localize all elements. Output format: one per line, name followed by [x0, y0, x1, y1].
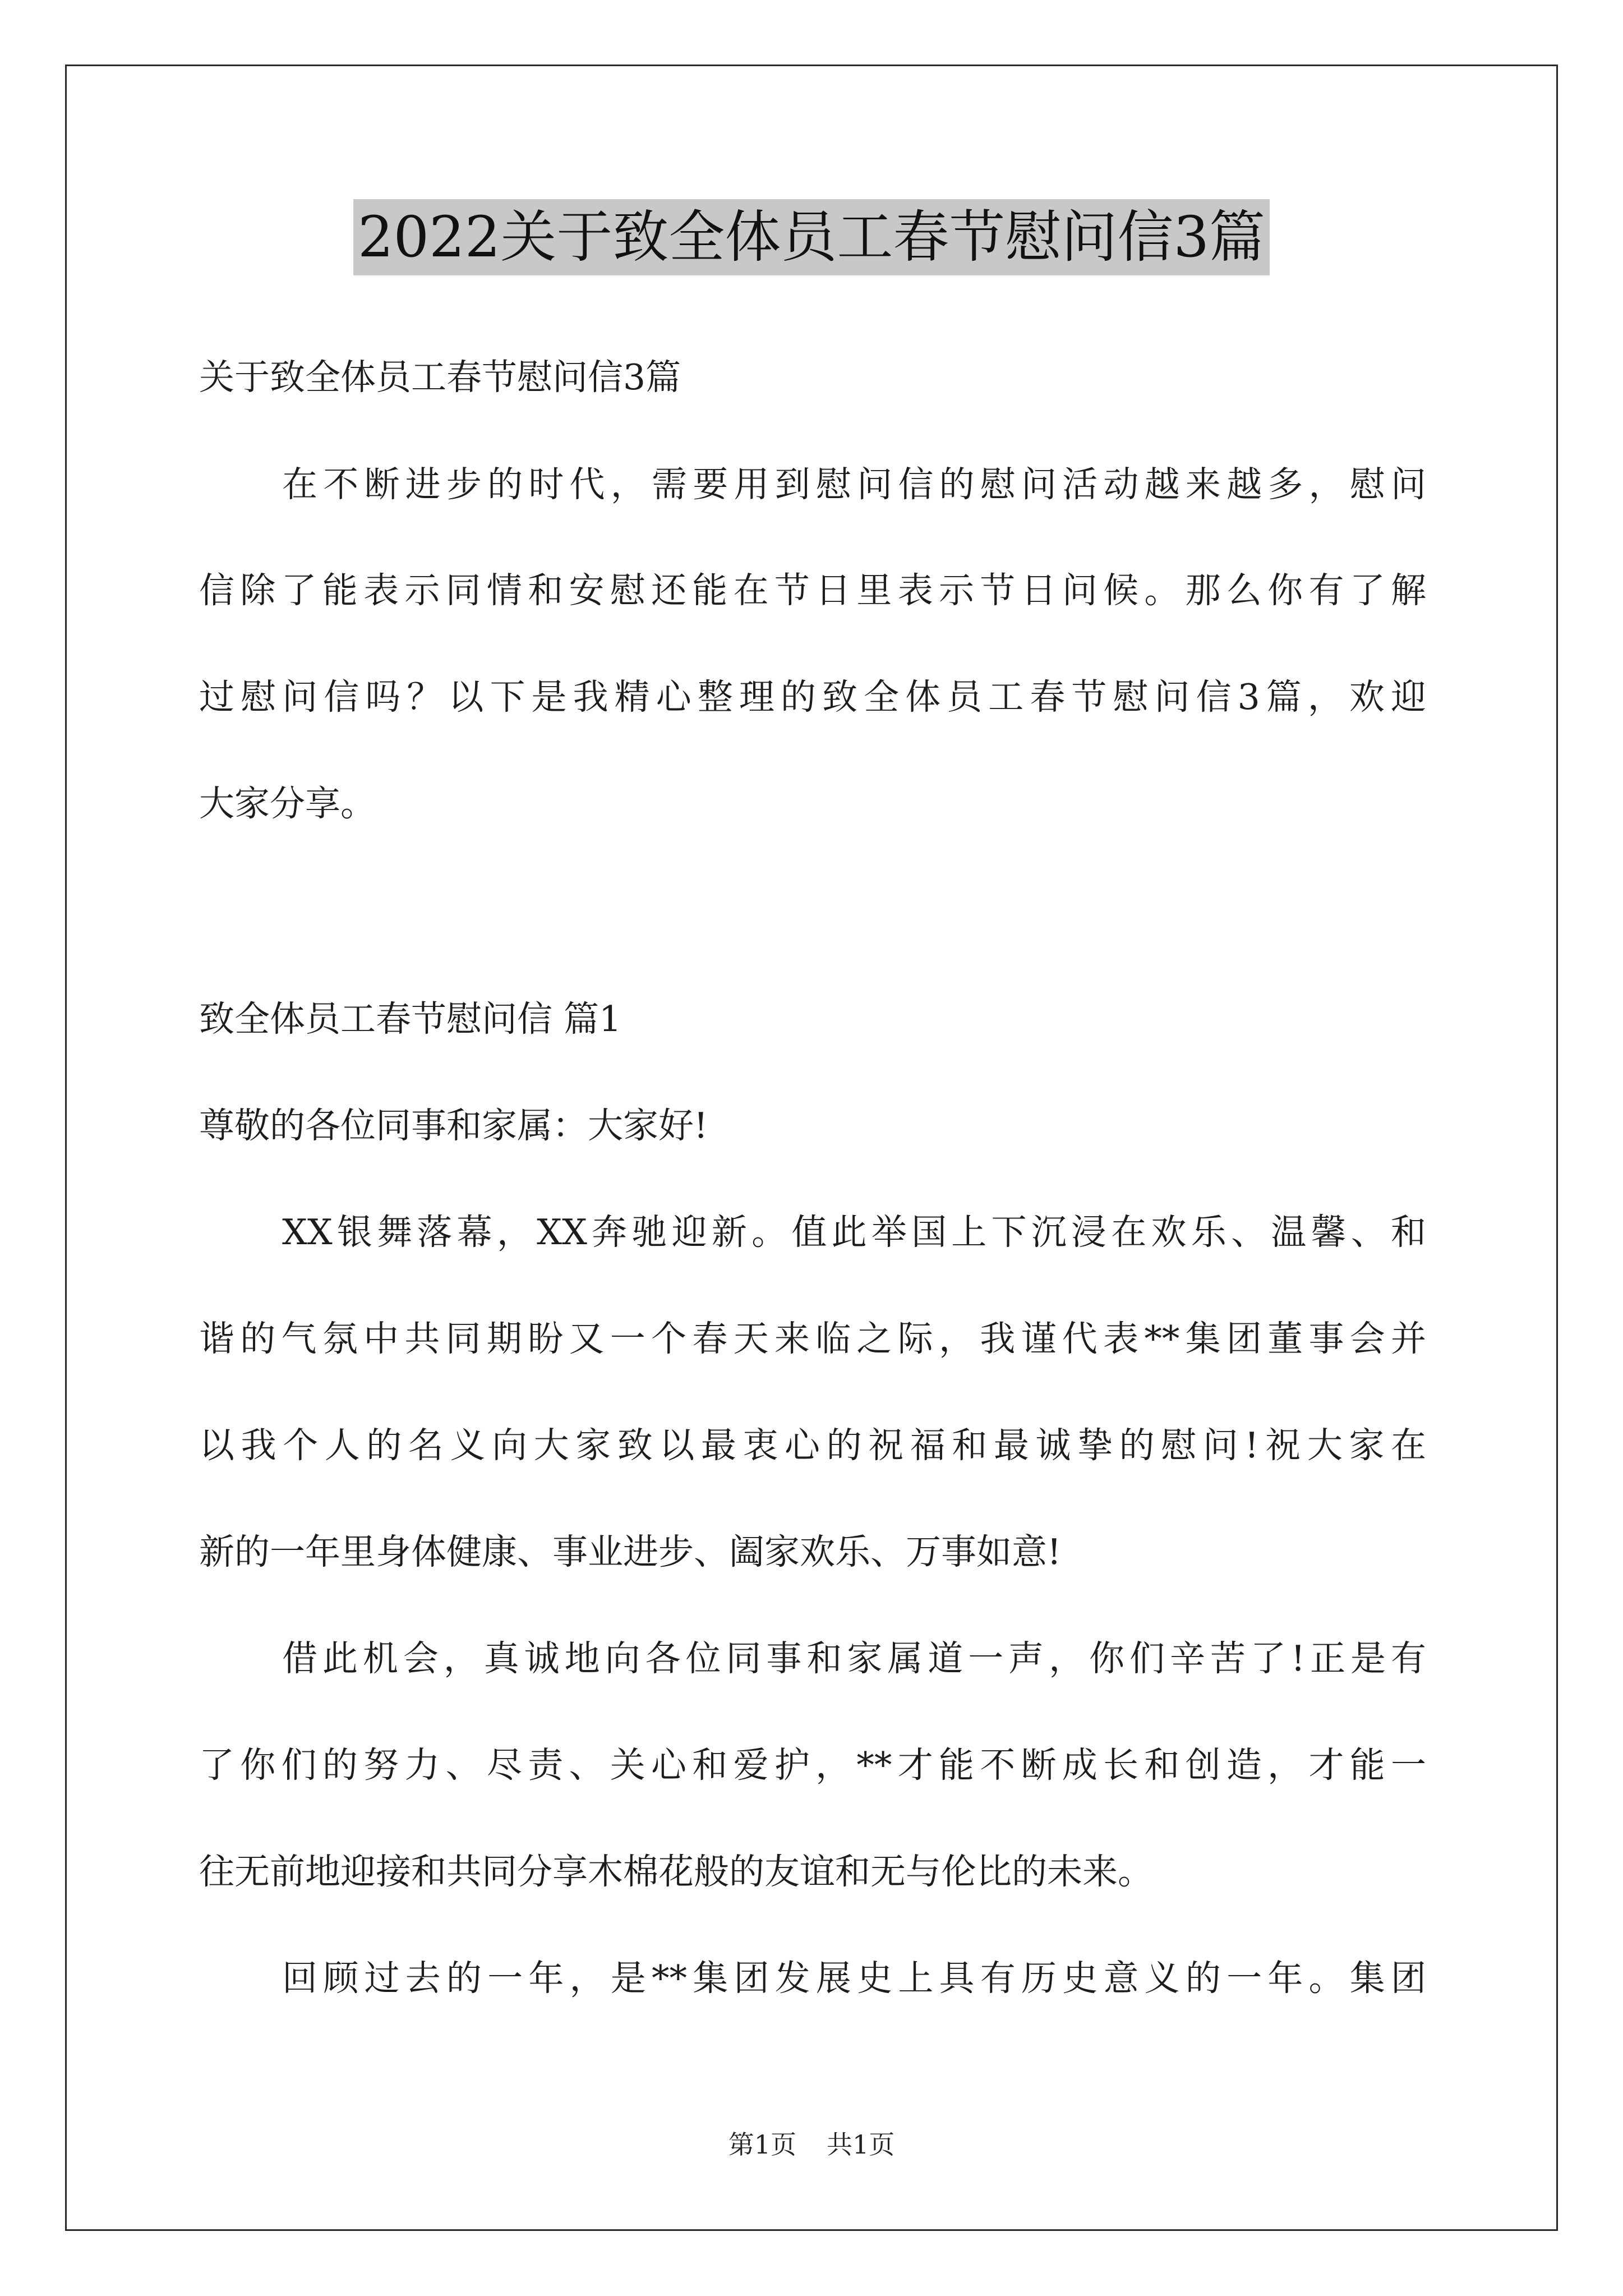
paragraph2-line-1: 借此机会，真诚地向各位同事和家属道一声，你们辛苦了!正是有: [282, 1638, 1426, 1679]
intro-line-3: 过慰问信吗？以下是我精心整理的致全体员工春节慰问信3篇，欢迎: [199, 677, 1426, 717]
paragraph1-line-1: XX银舞落幕，XX奔驰迎新。值此举国上下沉浸在欢乐、温馨、和: [282, 1212, 1426, 1253]
intro-line-4: 大家分享。: [199, 783, 376, 824]
paragraph1-line-4: 新的一年里身体健康、事业进步、阖家欢乐、万事如意!: [199, 1531, 1062, 1572]
paragraph1-line-2: 谐的气氛中共同期盼又一个春天来临之际，我谨代表**集团董事会并: [199, 1318, 1426, 1359]
paragraph3-line-1: 回顾过去的一年，是**集团发展史上具有历史意义的一年。集团: [282, 1958, 1426, 1999]
paragraph1-line-3: 以我个人的名义向大家致以最衷心的祝福和最诚挚的慰问!祝大家在: [199, 1425, 1426, 1466]
paragraph2-line-3: 往无前地迎接和共同分享木棉花般的友谊和无与伦比的未来。: [199, 1851, 1153, 1892]
paragraph2-line-2: 了你们的努力、尽责、关心和爱护，**才能不断成长和创造，才能一: [199, 1745, 1426, 1786]
section-heading: 致全体员工春节慰问信 篇1: [199, 999, 622, 1039]
page-footer: [0, 2128, 1623, 2161]
document-title: 2022关于致全体员工春节慰问信3篇: [353, 199, 1270, 275]
title-container: [0, 199, 1623, 275]
page-total: 共1页: [827, 2129, 895, 2160]
intro-line-1: 在不断进步的时代，需要用到慰问信的慰问活动越来越多，慰问: [282, 464, 1426, 505]
salutation: 尊敬的各位同事和家属：大家好!: [199, 1105, 708, 1146]
document-subtitle: 关于致全体员工春节慰问信3篇: [199, 357, 681, 398]
intro-line-2: 信除了能表示同情和安慰还能在节日里表示节日问候。那么你有了解: [199, 570, 1426, 611]
page-number: 第1页: [728, 2129, 796, 2160]
